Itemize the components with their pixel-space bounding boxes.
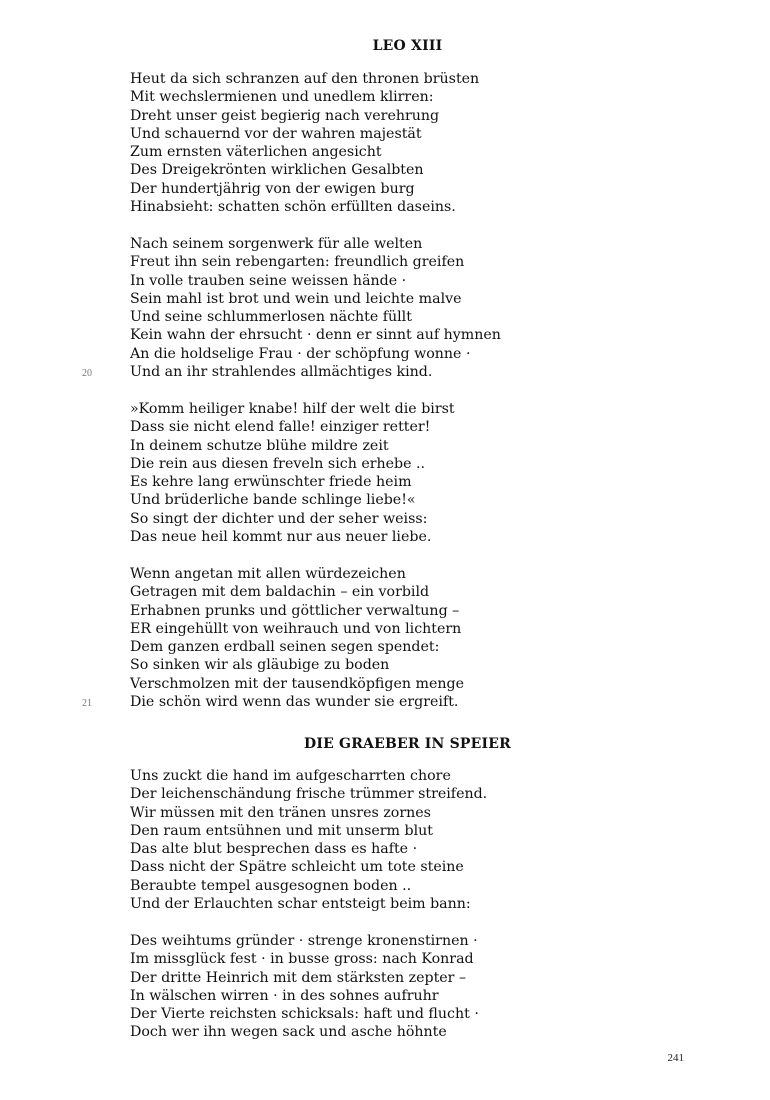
verse-line: Wenn angetan mit allen würdezeichen <box>130 566 406 582</box>
line-number-marker: 21 <box>82 698 92 709</box>
verse-line: Hinabsieht: schatten schön erfüllten daseins. <box>130 199 456 216</box>
verse-line: Getragen mit dem baldachin – ein vorbild <box>130 584 430 601</box>
line-number-marker: 20 <box>82 368 92 379</box>
verse-line: An die holdselige Frau · der schöpfung wonne · <box>130 345 471 362</box>
verse-line: Des Dreigekrönten wirklichen Gesalbten <box>130 162 424 179</box>
verse-line: Der hundertjährig von der ewigen burg <box>130 180 415 197</box>
verse-line: Dass sie nicht elend falle! einziger retter! <box>130 419 431 436</box>
stanza <box>130 565 690 711</box>
verse-line: ER eingehüllt von weihrauch und von lichtern <box>130 620 462 637</box>
verse-line: In volle trauben seine weissen hände · <box>130 272 407 289</box>
verse-line: Kein wahn der ehrsucht · denn er sinnt auf hymnen <box>130 327 501 344</box>
verse-line: Heut da sich schranzen auf den thronen brüsten <box>130 71 480 87</box>
verse-line: Und brüderliche bande schlinge liebe!« <box>130 492 416 509</box>
verse-line: Im missglück fest · in busse gross: nach Konrad <box>130 951 474 968</box>
verse-line: Wir müssen mit den tränen unsres zornes <box>130 804 431 821</box>
poem-title: DIE GRAEBER IN SPEIER <box>304 736 511 752</box>
verse-line: Die rein aus diesen freveln sich erhebe .. <box>130 455 426 472</box>
stanza <box>130 932 690 1042</box>
page-number: 241 <box>667 1052 684 1064</box>
verse-line: Das neue heil kommt nur aus neuer liebe. <box>130 529 432 546</box>
stanza <box>130 235 690 381</box>
verse-line: Sein mahl ist brot und wein und leichte malve <box>130 290 462 307</box>
stanza <box>130 400 690 546</box>
verse-line: Freut ihn sein rebengarten: freundlich greifen <box>130 254 465 271</box>
verse-line: Mit wechslermienen und unedlem klirren: <box>130 89 434 106</box>
verse-line: Der leichenschändung frische trümmer streifend. <box>130 786 488 803</box>
verse-line: Das alte blut besprechen dass es hafte · <box>130 841 418 858</box>
verse-line: Es kehre lang erwünschter friede heim <box>130 474 412 491</box>
verse-line: Der dritte Heinrich mit dem stärksten zepter – <box>130 969 467 986</box>
verse-line: Dreht unser geist begierig nach verehrung <box>130 107 440 124</box>
verse-line: Und an ihr strahlendes allmächtiges kind. <box>130 364 433 381</box>
verse-line: Des weihtums gründer · strenge kronenstirnen · <box>130 933 478 949</box>
verse-line: »Komm heiliger knabe! hilf der welt die birst <box>130 401 455 417</box>
stanza <box>130 70 690 216</box>
verse-line: Doch wer ihn wegen sack und asche höhnte <box>130 1024 447 1041</box>
verse-line: Der Vierte reichsten schicksals: haft und flucht · <box>130 1006 479 1023</box>
verse-line: Zum ernsten väterlichen angesicht <box>130 144 382 161</box>
verse-line: Dem ganzen erdball seinen segen spendet: <box>130 639 440 656</box>
verse-line: Dass nicht der Spätre schleicht um tote steine <box>130 859 464 876</box>
verse-line: Verschmolzen mit der tausendköpfigen menge <box>130 675 464 692</box>
verse-line: Und seine schlummerlosen nächte füllt <box>130 309 412 326</box>
verse-line: Die schön wird wenn das wunder sie ergreift. <box>130 694 459 711</box>
verse-line: So sinken wir als gläubige zu boden <box>130 657 390 674</box>
verse-line: So singt der dichter und der seher weiss: <box>130 510 428 527</box>
poem-title: LEO XIII <box>372 38 443 54</box>
verse-line: Beraubte tempel ausgesognen boden .. <box>130 877 412 894</box>
verse-line: Und der Erlauchten schar entsteigt beim bann: <box>130 896 471 913</box>
verse-line: Uns zuckt die hand im aufgescharrten chore <box>130 768 451 784</box>
verse-line: Und schauernd vor der wahren majestät <box>130 125 422 142</box>
verse-line: In wälschen wirren · in des sohnes aufruhr <box>130 987 439 1004</box>
verse-line: Erhabnen prunks und göttlicher verwaltung – <box>130 602 460 619</box>
verse-line: In deinem schutze blühe mildre zeit <box>130 437 389 454</box>
verse-line: Den raum entsühnen und mit unserm blut <box>130 822 433 839</box>
stanza <box>130 767 690 913</box>
verse-line: Nach seinem sorgenwerk für alle welten <box>130 236 423 252</box>
